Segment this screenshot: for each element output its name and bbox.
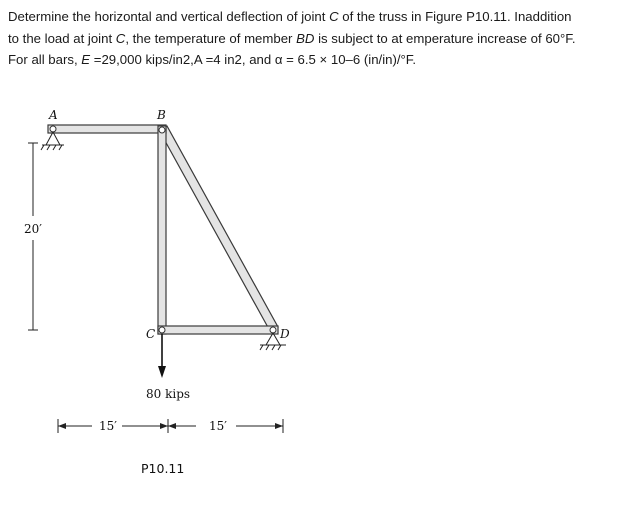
problem-line-1: Determine the horizontal and vertical deflection of joint C of the truss in Figure P10.11. Inaddition — [8, 9, 572, 24]
member-CD — [158, 326, 278, 334]
figure-caption: P10.11 — [141, 461, 185, 476]
span-left-label: 15′ — [99, 419, 117, 433]
pin-C — [159, 327, 165, 333]
member-BC — [158, 126, 166, 334]
load-arrow-icon — [158, 334, 166, 378]
joint-label-D: D — [280, 327, 290, 341]
truss-members — [48, 125, 278, 334]
problem-line-3: For all bars, E =29,000 kips/in2,A =4 in2, and α = 6.5 × 10–6 (in/in)/°F. — [8, 52, 417, 67]
load-label: 80 kips — [146, 387, 191, 401]
member-AB — [48, 125, 166, 133]
span-right-label: 15′ — [209, 419, 227, 433]
member-BD — [159, 126, 278, 331]
joint-label-C: C — [146, 327, 156, 341]
height-dimension — [28, 143, 38, 330]
span-dimension — [58, 419, 283, 433]
joint-label-A: A — [49, 108, 58, 122]
problem-line-2: to the load at joint C, the temperature of member BD is subject to at emperature increase of 60°F. — [8, 30, 576, 46]
height-dimension-label: 20′ — [24, 222, 42, 236]
pin-support-A-icon — [41, 132, 64, 150]
joint-label-B: B — [157, 108, 166, 122]
pin-B — [159, 127, 165, 133]
